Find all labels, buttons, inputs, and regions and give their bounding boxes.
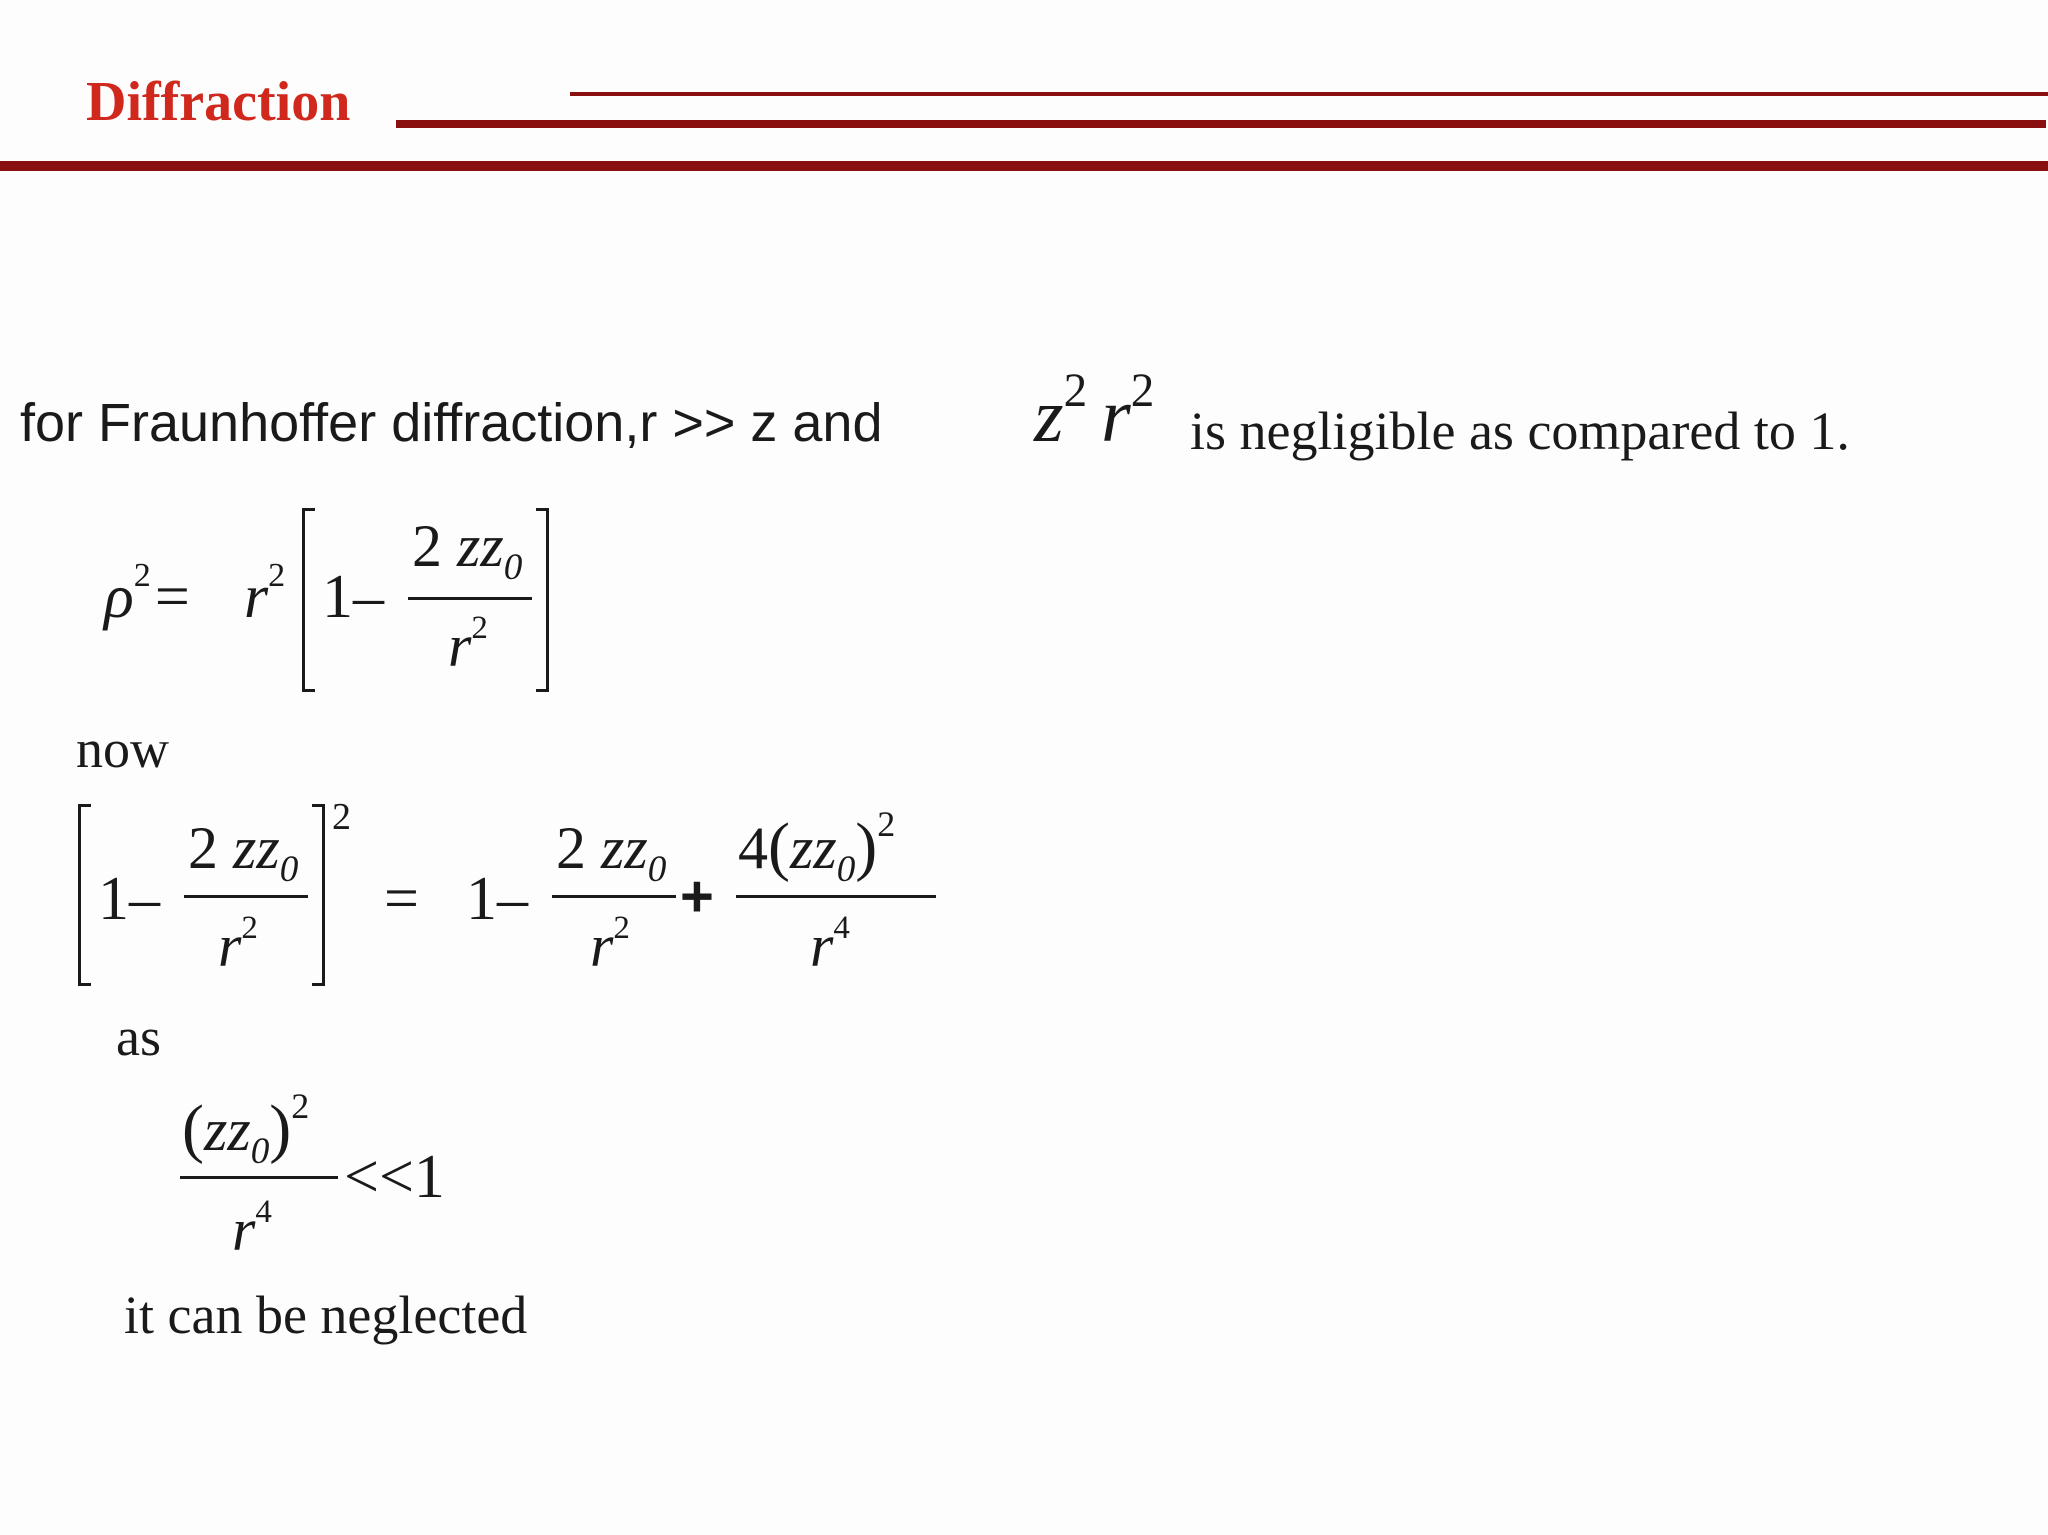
now-label: now (76, 719, 169, 779)
numerator-2zz0: 2 $zz_0$ (412, 513, 523, 589)
denominator-r2-2: $r^2$ (218, 909, 258, 979)
fraction-bar-2 (184, 895, 308, 898)
header-rule-thick (0, 161, 2048, 171)
negligible-text: is negligible as compared to 1. (1190, 401, 1850, 461)
one-minus: 1– (322, 563, 384, 631)
numerator-2zz0-2: 2 $zz_0$ (188, 815, 299, 891)
rho-squared: $\rho^2=$ (104, 557, 190, 631)
fraction-bar-5 (180, 1176, 338, 1179)
one-minus-3: 1– (466, 865, 528, 933)
left-bracket (302, 508, 315, 692)
as-label: as (116, 1007, 161, 1067)
header-rule-medium (396, 120, 2046, 128)
plus-sign: + (680, 864, 714, 929)
much-less-than-one: <<1 (344, 1143, 445, 1211)
numerator-2zz0-3: 2 $zz_0$ (556, 815, 667, 891)
header-rule-thin (570, 92, 2048, 96)
denominator-r2: $r^2$ (448, 609, 488, 679)
fraction-bar (408, 597, 532, 600)
slide-title: Diffraction (86, 71, 351, 133)
numerator-4zz0-sq: $4(zz_0)^2$ (738, 803, 896, 891)
denominator-r2-3: $r^2$ (590, 909, 630, 979)
fraction-bar-3 (552, 895, 676, 898)
right-bracket-2 (312, 804, 325, 986)
denominator-r4: $r^4$ (810, 909, 850, 979)
denominator-r4-2: $r^4$ (232, 1193, 272, 1263)
r-squared: $r^2$ (244, 557, 286, 631)
intro-text: for Fraunhoffer diffraction,r >> z and (20, 393, 883, 453)
right-bracket (536, 508, 549, 692)
fraction-bar-4 (736, 895, 936, 898)
z2r2-expression: $z^2$ $r^2$ (1034, 364, 1155, 458)
equals-sign: = (384, 865, 419, 933)
one-minus-2: 1– (98, 865, 160, 933)
bracket-exponent: 2 (332, 796, 351, 838)
left-bracket-2 (78, 804, 91, 986)
conclusion-text: it can be neglected (124, 1285, 528, 1345)
numerator-zz0-sq: $(zz_0)^2$ (182, 1085, 310, 1173)
